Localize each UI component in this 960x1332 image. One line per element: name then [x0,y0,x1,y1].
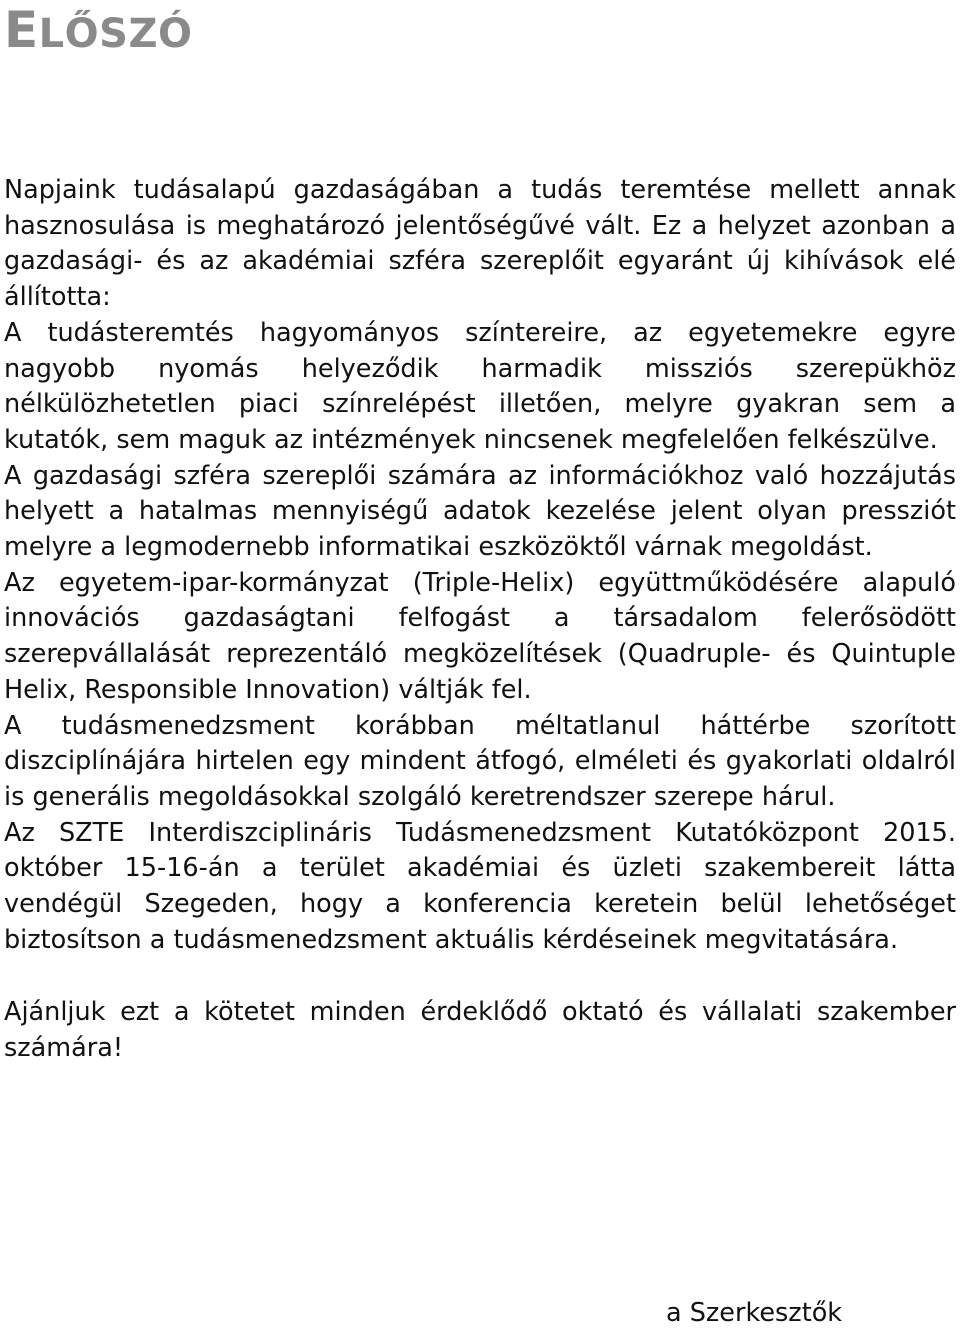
paragraph-economic-sphere: A gazdasági szféra szereplői számára az információkhoz való hozzájutás helyett a hatalmas mennyiségű adatok kezelése jelent olyan pressziót melyre a legmodernebb informatikai eszközöktől várnak megoldást. [4,460,956,563]
document-page [4,0,956,1067]
title-initial: E [4,1,39,59]
closing-recommendation: Ajánljuk ezt a kötetet minden érdeklődő oktató és vállalati szakember számára! [4,997,956,1064]
paragraph-knowledge-management: A tudásmenedzsment korábban méltatlanul háttérbe szorított diszciplínájára hirtelen egy mindent átfogó, elméleti és gyakorlati oldalról is generális megoldásokkal szolgáló keretrendszer szerepe hárul. [4,710,956,812]
paragraph-helix: Az egyetem-ipar-kormányzat (Triple-Helix) együttműködésére alapuló innovációs gazdaságtani felfogást a társadalom felerősödött szerepvállalását reprezentáló megközelítések (Quadruple- és Quintuple Helix, Responsible Innovation) váltják fel. [4,567,956,705]
signature: a Szerkesztők [666,1298,843,1328]
document-body [4,173,956,1067]
title-rest: LŐSZÓ [38,11,193,57]
paragraph-spacer [4,958,956,995]
paragraph-conference: Az SZTE Interdiszciplináris Tudásmenedzsment Kutatóközpont 2015. október 15-16-án a terület akadémiai és üzleti szakembereit látta vendégül Szegeden, hogy a konferencia keretein belül lehetőséget biztosítson a tudásmenedzsment aktuális kérdéseinek megvitatására. [4,817,956,955]
document-title [4,0,956,64]
paragraph-universities: A tudásteremtés hagyományos színtereire, az egyetemekre egyre nagyobb nyomás helyeződik harmadik missziós szerepükhöz nélkülözhetetlen piaci színrelépést illetően, melyre gyakran sem a kutatók, sem maguk az intézmények nincsenek megfelelően felkészülve. [4,317,956,455]
paragraph-intro: Napjaink tudásalapú gazdaságában a tudás teremtése mellett annak hasznosulása is meghatározó jelentőségűvé vált. Ez a helyzet azonban a gazdasági- és az akadémiai szféra szereplőit egyaránt új kihívások elé állította: [4,175,956,313]
